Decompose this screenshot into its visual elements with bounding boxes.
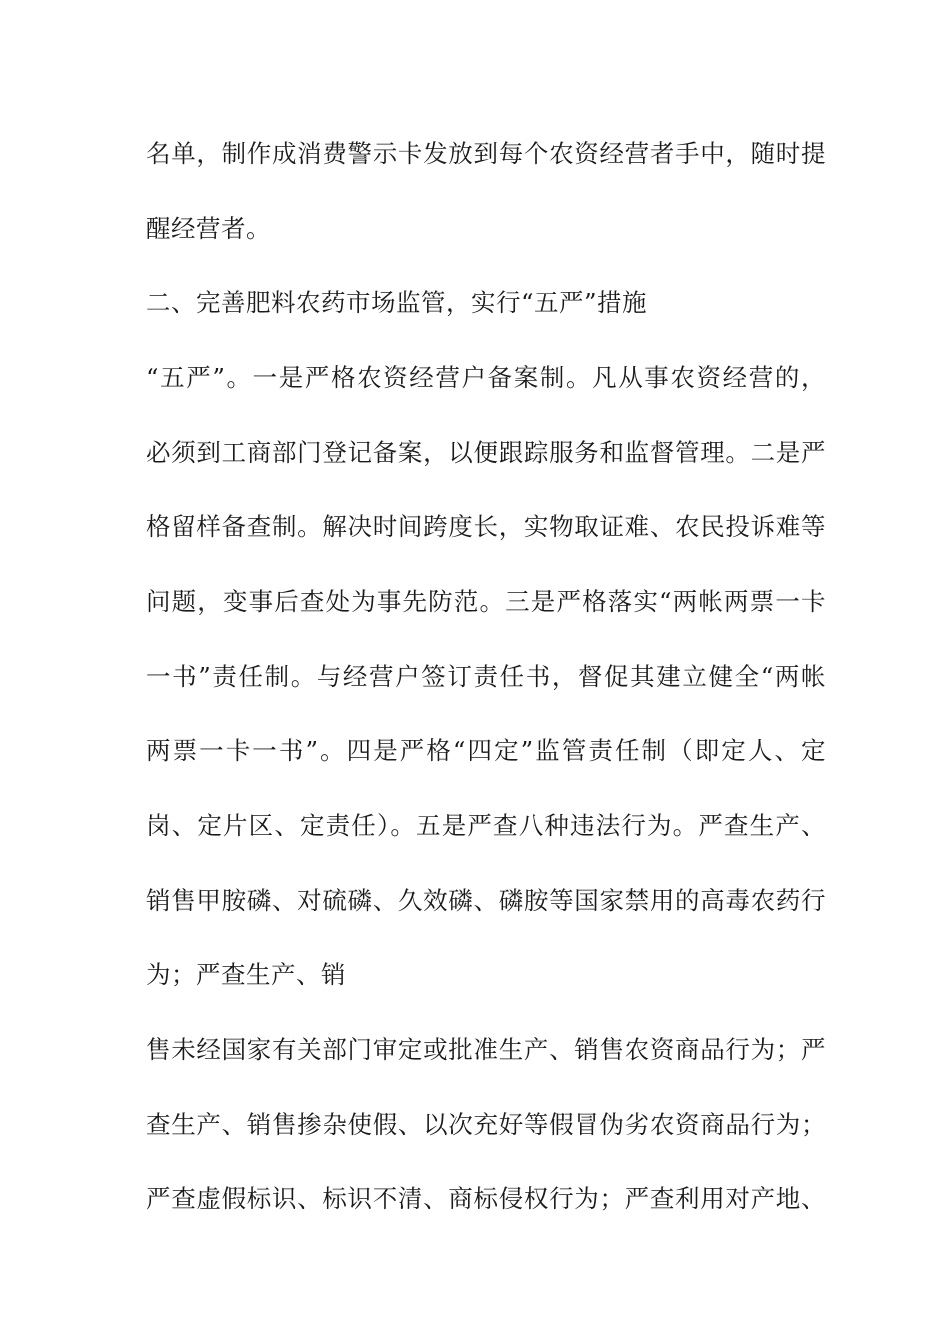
text-line: 销售甲胺磷、对硫磷、久效磷、磷胺等国家禁用的高毒农药行 [146, 886, 826, 915]
text-line: 严查虚假标识、标识不清、商标侵权行为；严查利用对产地、 [146, 1184, 826, 1213]
section-heading: 二、完善肥料农药市场监管，实行“五严”措施 [146, 288, 648, 317]
text-line: “五严”。一是严格农资经营户备案制。凡从事农资经营的， [146, 363, 826, 392]
text-line: 为；严查生产、销 [146, 960, 346, 989]
text-line: 一书”责任制。与经营户签订责任书，督促其建立健全“两帐 [146, 662, 826, 691]
text-line: 两票一卡一书”。四是严格“四定”监管责任制（即定人、定 [146, 736, 826, 765]
text-line: 查生产、销售掺杂使假、以次充好等假冒伪劣农资商品行为； [146, 1110, 826, 1139]
text-line: 问题，变事后查处为事先防范。三是严格落实“两帐两票一卡 [146, 587, 826, 616]
text-line: 醒经营者。 [146, 214, 271, 243]
text-line: 名单，制作成消费警示卡发放到每个农资经营者手中，随时提 [146, 139, 826, 168]
text-line: 必须到工商部门登记备案，以便跟踪服务和监督管理。二是严 [146, 438, 826, 467]
text-line: 岗、定片区、定责任）。五是严查八种违法行为。严查生产、 [146, 811, 826, 840]
text-line: 格留样备查制。解决时间跨度长，实物取证难、农民投诉难等 [146, 512, 826, 541]
text-line: 售未经国家有关部门审定或批准生产、销售农资商品行为；严 [146, 1035, 826, 1064]
